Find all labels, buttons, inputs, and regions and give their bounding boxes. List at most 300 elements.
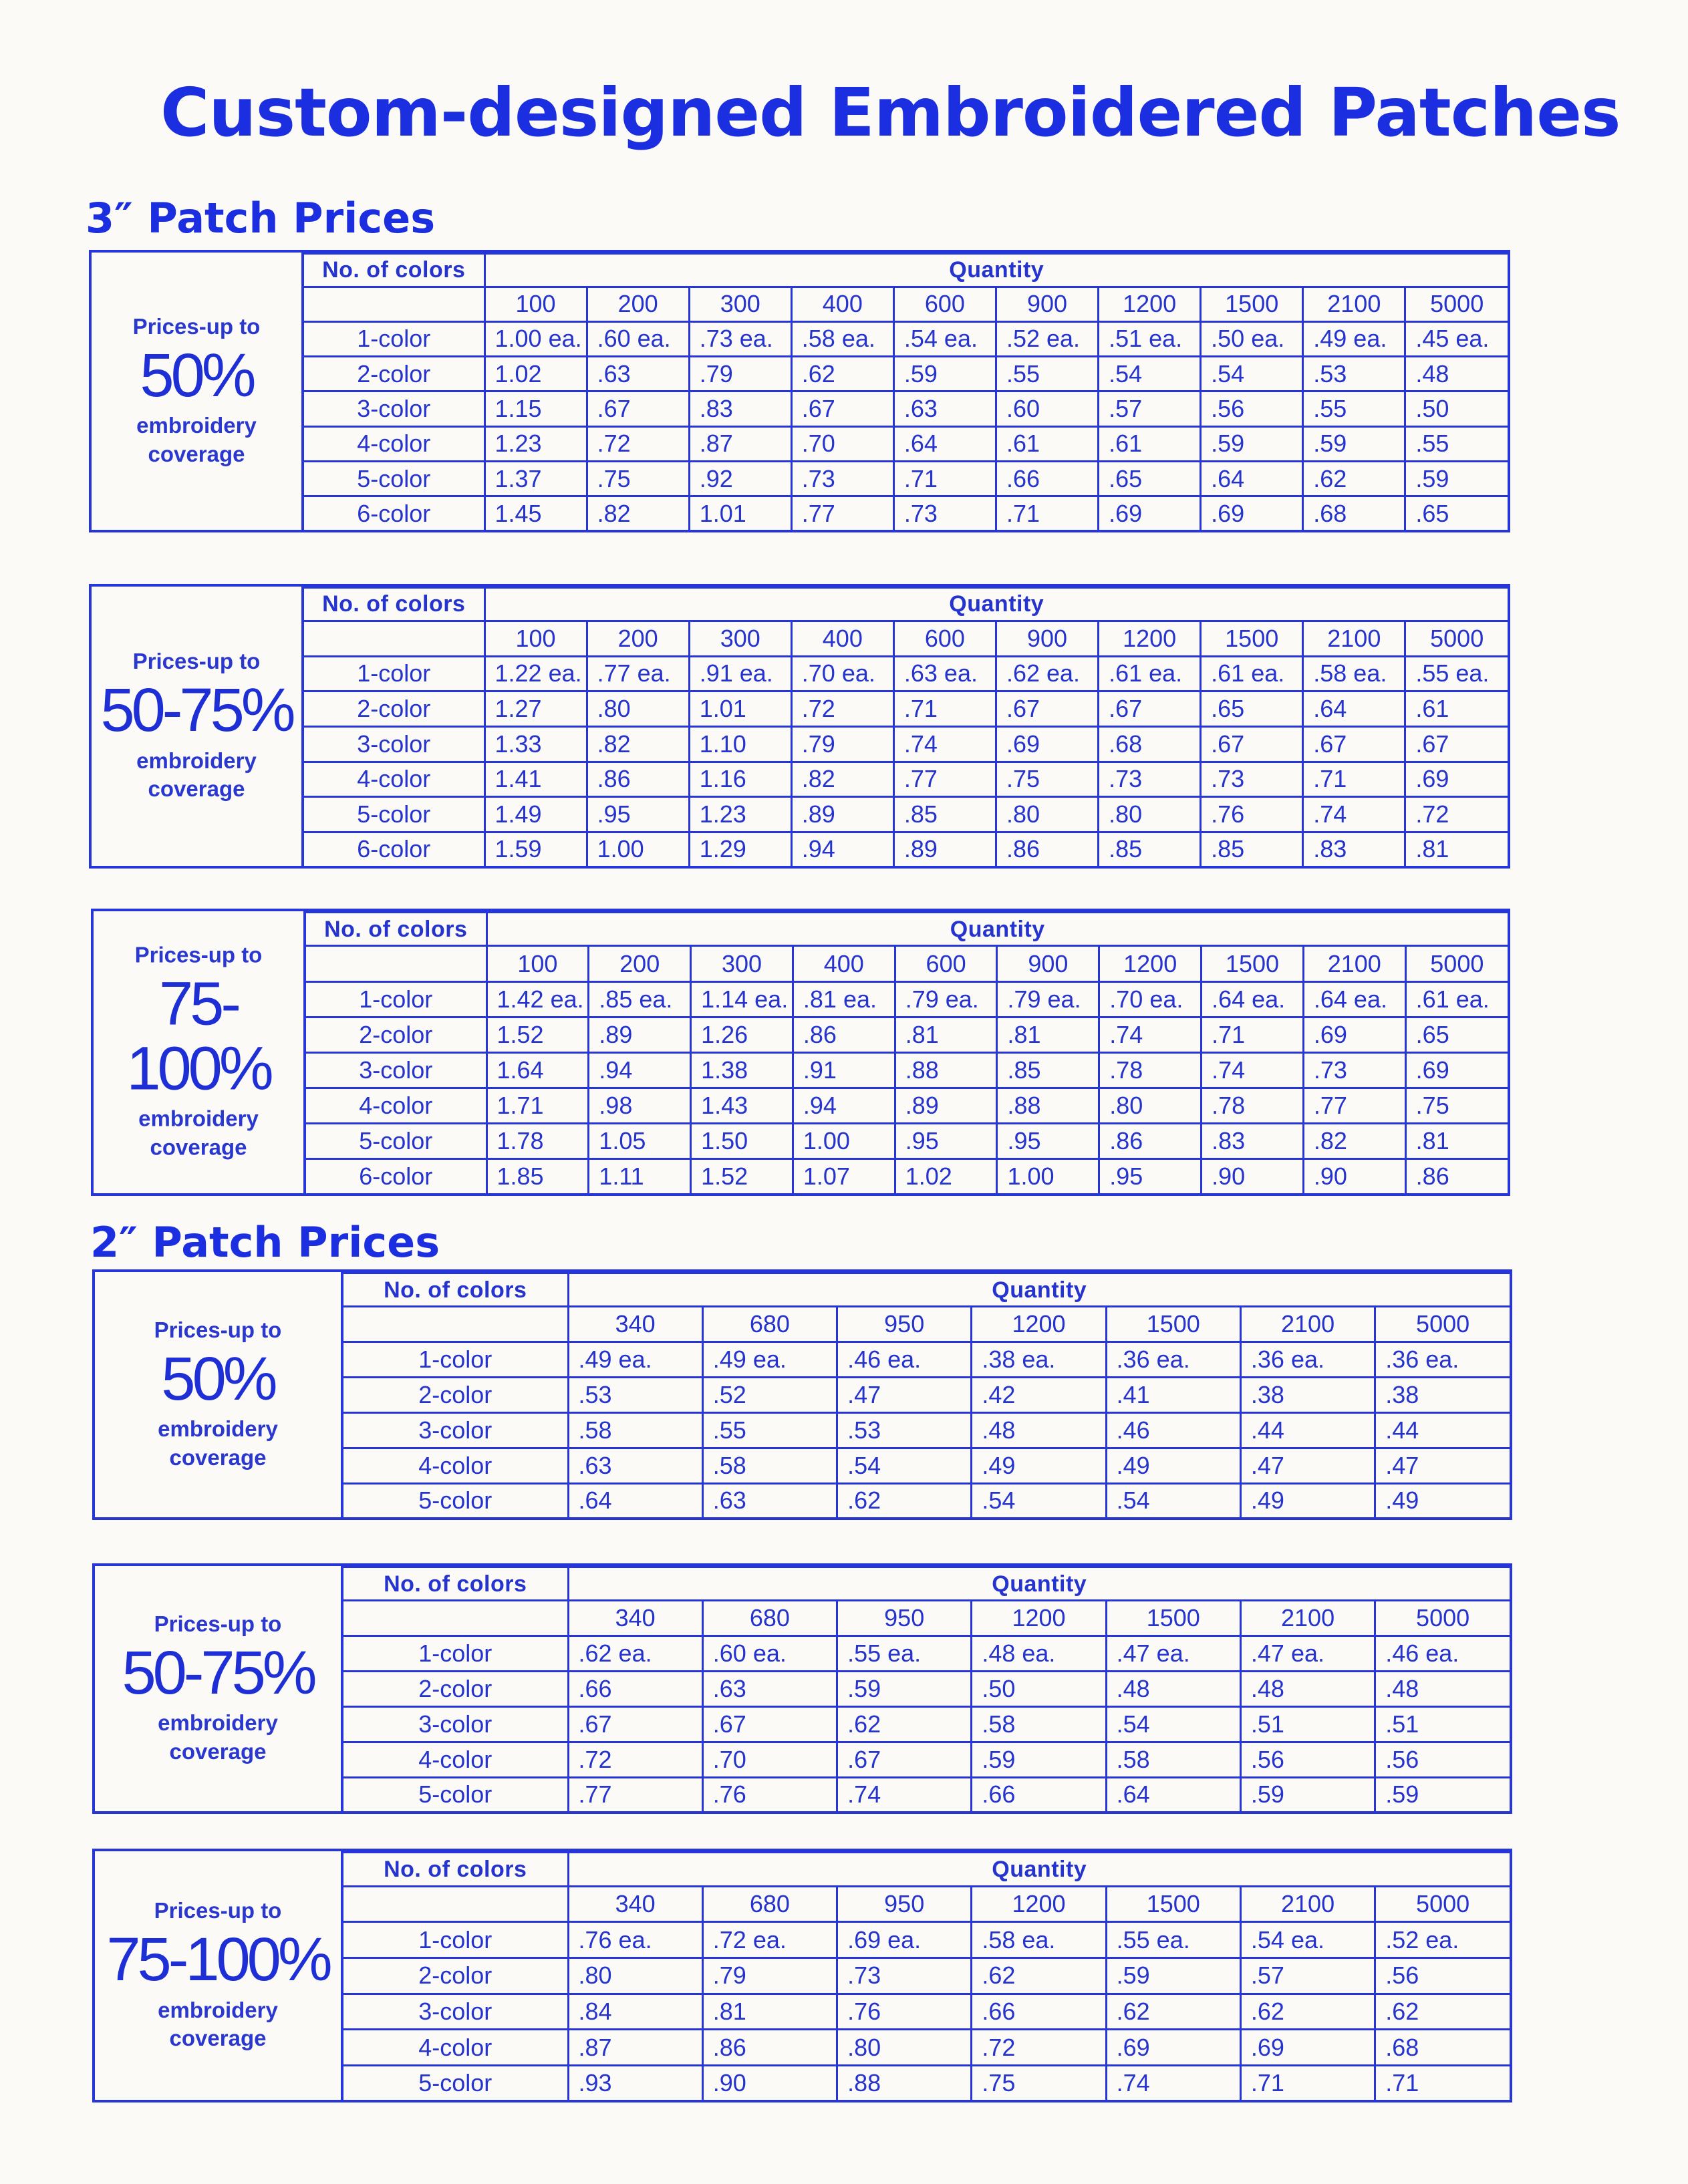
quantity-cell: 2100 xyxy=(1240,1307,1375,1342)
price-cell: .59 xyxy=(893,357,996,392)
price-cell: .94 xyxy=(589,1052,691,1088)
price-cell: .59 xyxy=(1405,461,1508,496)
price-cell: .62 xyxy=(837,1706,972,1742)
price-cell: .87 xyxy=(689,426,791,461)
header-row xyxy=(304,254,1508,287)
price-cell: .54 xyxy=(972,1483,1106,1517)
table-row xyxy=(304,426,1508,461)
color-count-cell: 5-color xyxy=(343,2065,568,2100)
quantity-cell: 1200 xyxy=(972,1886,1106,1922)
price-cell: .67 xyxy=(568,1706,702,1742)
price-cell: .61 ea. xyxy=(1201,656,1303,691)
price-cell: .71 xyxy=(996,496,1098,530)
price-cell: .71 xyxy=(1240,2065,1375,2100)
coverage-percent: 50-75% xyxy=(100,675,293,744)
price-cell: .61 xyxy=(1405,691,1508,727)
price-cell: .59 xyxy=(837,1671,972,1706)
price-cell: .86 xyxy=(793,1017,895,1052)
price-cell: .67 xyxy=(1099,691,1201,727)
price-cell: .67 xyxy=(996,691,1098,727)
price-cell: .68 xyxy=(1099,726,1201,762)
price-cell: .85 xyxy=(1201,832,1303,866)
quantity-cell: 1200 xyxy=(1099,946,1202,981)
price-cell: .74 xyxy=(1106,2065,1240,2100)
coverage-label xyxy=(92,313,301,468)
page-title: Custom-designed Embroidered Patches xyxy=(160,73,1621,152)
price-cell: .47 xyxy=(837,1377,972,1412)
table-row xyxy=(306,981,1508,1017)
quantity-cell: 600 xyxy=(895,946,997,981)
color-count-cell: 2-color xyxy=(304,691,484,727)
price-cell: .60 xyxy=(996,392,1098,426)
prices-up-to-label: Prices-up to xyxy=(132,648,261,673)
price-cell: .88 xyxy=(837,2065,972,2100)
color-count-cell: 5-color xyxy=(304,797,484,832)
quantity-cell: 300 xyxy=(689,621,791,656)
coverage-percent: 75-100% xyxy=(126,969,271,1103)
prices-up-to-label: Prices-up to xyxy=(132,313,261,339)
price-cell: .41 xyxy=(1106,1377,1240,1412)
color-count-cell: 3-color xyxy=(343,1412,568,1448)
table-row xyxy=(306,1017,1508,1052)
color-count-cell: 3-color xyxy=(304,726,484,762)
price-cell: .67 xyxy=(587,392,689,426)
price-cell: .74 xyxy=(1303,797,1405,832)
price-cell: .67 xyxy=(702,1706,837,1742)
color-count-cell: 1-color xyxy=(306,981,486,1017)
coverage-percent: 50% xyxy=(161,1344,275,1413)
table-row xyxy=(343,1448,1510,1483)
price-cell: .74 xyxy=(893,726,996,762)
price-cell: .79 ea. xyxy=(895,981,997,1017)
price-cell: .48 xyxy=(972,1412,1106,1448)
table-row xyxy=(343,1636,1510,1672)
quantity-cell: 400 xyxy=(793,946,895,981)
price-cell: .74 xyxy=(1099,1017,1202,1052)
table-row xyxy=(304,321,1508,356)
price-cell: .54 xyxy=(1106,1706,1240,1742)
price-cell: .62 xyxy=(1240,1994,1375,2030)
price-cell: .85 xyxy=(997,1052,1099,1088)
table-row xyxy=(304,656,1508,691)
price-cell: 1.23 xyxy=(484,426,587,461)
price-cell: 1.14 ea. xyxy=(691,981,793,1017)
table-row xyxy=(304,357,1508,392)
price-cell: .78 xyxy=(1202,1088,1304,1124)
table-row xyxy=(343,1706,1510,1742)
blank-cell xyxy=(304,287,484,321)
price-cell: .71 xyxy=(893,461,996,496)
price-cell: .89 xyxy=(893,832,996,866)
price-cell: .62 xyxy=(1106,1994,1240,2030)
price-cell: .49 ea. xyxy=(702,1342,837,1378)
price-cell: .56 xyxy=(1375,1742,1510,1777)
price-cell: .81 xyxy=(702,1994,837,2030)
quantity-cell: 100 xyxy=(484,287,587,321)
no-of-colors-header: No. of colors xyxy=(343,1853,568,1887)
price-cell: .51 xyxy=(1240,1706,1375,1742)
price-cell: .49 xyxy=(1106,1448,1240,1483)
price-cell: .95 xyxy=(895,1124,997,1159)
table-row xyxy=(343,1671,1510,1706)
price-cell: .94 xyxy=(791,832,893,866)
color-count-cell: 5-color xyxy=(304,461,484,496)
price-cell: .80 xyxy=(587,691,689,727)
price-cell: 1.10 xyxy=(689,726,791,762)
quantity-header: Quantity xyxy=(568,1853,1510,1887)
price-cell: 1.00 ea. xyxy=(484,321,587,356)
table-row xyxy=(306,1124,1508,1159)
price-cell: .85 xyxy=(893,797,996,832)
price-cell: .50 xyxy=(972,1671,1106,1706)
price-table-2in-50-75 xyxy=(92,1563,1512,1814)
price-cell: .88 xyxy=(997,1088,1099,1124)
price-cell: .86 xyxy=(587,762,689,797)
coverage-percent: 50-75% xyxy=(122,1638,314,1707)
price-cell: .94 xyxy=(793,1088,895,1124)
quantity-cell: 2100 xyxy=(1303,287,1405,321)
price-cell: .89 xyxy=(791,797,893,832)
price-cell: 1.52 xyxy=(486,1017,589,1052)
price-cell: .55 xyxy=(1405,426,1508,461)
quantity-cell: 680 xyxy=(702,1307,837,1342)
coverage-label xyxy=(95,1611,341,1766)
price-cell: .66 xyxy=(996,461,1098,496)
quantity-cell: 2100 xyxy=(1240,1886,1375,1922)
price-cell: .73 xyxy=(1303,1052,1405,1088)
section-heading-3in: 3″ Patch Prices xyxy=(86,194,436,243)
quantity-cell: 300 xyxy=(689,287,791,321)
price-cell: .54 ea. xyxy=(1240,1922,1375,1958)
price-cell: .67 xyxy=(1303,726,1405,762)
price-cell: .69 xyxy=(1106,2030,1240,2066)
price-cell: .80 xyxy=(837,2030,972,2066)
price-cell: .66 xyxy=(972,1994,1106,2030)
price-cell: .58 xyxy=(702,1448,837,1483)
price-cell: .73 xyxy=(1099,762,1201,797)
price-cell: .57 xyxy=(1240,1958,1375,1994)
quantity-row xyxy=(304,287,1508,321)
quantity-cell: 600 xyxy=(893,287,996,321)
table-row xyxy=(343,1742,1510,1777)
quantity-cell: 340 xyxy=(568,1601,702,1636)
price-cell: .82 xyxy=(587,496,689,530)
coverage-percent: 75-100% xyxy=(106,1925,329,1994)
price-cell: .55 ea. xyxy=(837,1636,972,1672)
prices-up-to-label: Prices-up to xyxy=(154,1317,282,1342)
coverage-label-panel xyxy=(95,1851,343,2100)
quantity-cell: 900 xyxy=(996,621,1098,656)
price-cell: .54 xyxy=(1106,1483,1240,1517)
price-cell: .46 ea. xyxy=(1375,1636,1510,1672)
price-cell: .57 xyxy=(1099,392,1201,426)
table-row xyxy=(343,1777,1510,1811)
price-cell: .72 xyxy=(791,691,893,727)
price-cell: .59 xyxy=(1240,1777,1375,1811)
price-cell: 1.29 xyxy=(689,832,791,866)
price-cell: .48 ea. xyxy=(972,1636,1106,1672)
no-of-colors-header: No. of colors xyxy=(304,588,484,621)
price-cell: 1.38 xyxy=(691,1052,793,1088)
price-cell: .81 xyxy=(895,1017,997,1052)
color-count-cell: 4-color xyxy=(343,2030,568,2066)
color-count-cell: 6-color xyxy=(304,832,484,866)
price-cell: .61 xyxy=(996,426,1098,461)
price-cell: .55 ea. xyxy=(1106,1922,1240,1958)
quantity-row xyxy=(343,1886,1510,1922)
price-cell: .58 xyxy=(1106,1742,1240,1777)
price-cell: .64 xyxy=(1201,461,1303,496)
table-row xyxy=(304,496,1508,530)
section-heading-2in: 2″ Patch Prices xyxy=(90,1218,440,1267)
coverage-label xyxy=(95,1317,341,1472)
price-cell: .54 xyxy=(1099,357,1201,392)
price-cell: 1.85 xyxy=(486,1159,589,1193)
quantity-row xyxy=(304,621,1508,656)
price-cell: .69 xyxy=(1099,496,1201,530)
price-cell: 1.64 xyxy=(486,1052,589,1088)
price-cell: .62 ea. xyxy=(996,656,1098,691)
prices-up-to-label: Prices-up to xyxy=(154,1611,282,1636)
price-cell: 1.52 xyxy=(691,1159,793,1193)
price-cell: .70 ea. xyxy=(1099,981,1202,1017)
price-cell: .48 xyxy=(1106,1671,1240,1706)
price-cell: .65 xyxy=(1405,1017,1508,1052)
price-cell: .81 ea. xyxy=(793,981,895,1017)
price-cell: .46 xyxy=(1106,1412,1240,1448)
price-cell: .47 xyxy=(1240,1448,1375,1483)
quantity-cell: 1500 xyxy=(1201,287,1303,321)
price-cell: .69 xyxy=(1405,762,1508,797)
price-cell: .98 xyxy=(589,1088,691,1124)
quantity-cell: 5000 xyxy=(1405,287,1508,321)
price-cell: .59 xyxy=(972,1742,1106,1777)
price-cell: .53 xyxy=(837,1412,972,1448)
table-row xyxy=(304,762,1508,797)
embroidery-coverage-label: embroidery coverage xyxy=(158,1416,278,1470)
price-grid-table xyxy=(304,253,1508,530)
price-cell: .86 xyxy=(996,832,1098,866)
coverage-label xyxy=(94,943,303,1162)
quantity-row xyxy=(306,946,1508,981)
coverage-label-panel xyxy=(94,911,306,1193)
color-count-cell: 4-color xyxy=(343,1448,568,1483)
price-cell: .38 xyxy=(1240,1377,1375,1412)
embroidery-coverage-label: embroidery coverage xyxy=(158,1710,278,1764)
price-cell: .86 xyxy=(1099,1124,1202,1159)
price-cell: .76 xyxy=(1201,797,1303,832)
quantity-cell: 200 xyxy=(589,946,691,981)
price-cell: .63 xyxy=(893,392,996,426)
quantity-cell: 5000 xyxy=(1375,1886,1510,1922)
price-cell: .54 xyxy=(1201,357,1303,392)
price-cell: .75 xyxy=(972,2065,1106,2100)
color-count-cell: 2-color xyxy=(343,1377,568,1412)
color-count-cell: 2-color xyxy=(306,1017,486,1052)
price-cell: .56 xyxy=(1201,392,1303,426)
price-cell: .67 xyxy=(1405,726,1508,762)
coverage-label-panel xyxy=(95,1272,343,1517)
quantity-cell: 5000 xyxy=(1405,946,1508,981)
price-cell: .44 xyxy=(1375,1412,1510,1448)
price-cell: .90 xyxy=(702,2065,837,2100)
price-cell: .67 xyxy=(791,392,893,426)
price-cell: 1.23 xyxy=(689,797,791,832)
price-cell: 1.01 xyxy=(689,691,791,727)
price-cell: 1.02 xyxy=(895,1159,997,1193)
price-cell: .53 xyxy=(568,1377,702,1412)
price-cell: 1.42 ea. xyxy=(486,981,589,1017)
price-cell: .46 ea. xyxy=(837,1342,972,1378)
price-grid xyxy=(343,1272,1510,1517)
price-cell: .77 xyxy=(893,762,996,797)
embroidery-coverage-label: embroidery coverage xyxy=(138,1106,259,1160)
price-cell: 1.22 ea. xyxy=(484,656,587,691)
price-cell: .62 xyxy=(837,1483,972,1517)
price-cell: .88 xyxy=(895,1052,997,1088)
price-cell: .55 xyxy=(1303,392,1405,426)
price-cell: .76 xyxy=(837,1994,972,2030)
price-cell: .69 xyxy=(1201,496,1303,530)
price-cell: .72 xyxy=(587,426,689,461)
prices-up-to-label: Prices-up to xyxy=(134,942,263,967)
price-cell: .65 xyxy=(1201,691,1303,727)
price-cell: .79 xyxy=(702,1958,837,1994)
price-cell: .71 xyxy=(1202,1017,1304,1052)
price-cell: .89 xyxy=(589,1017,691,1052)
price-cell: .79 xyxy=(791,726,893,762)
price-cell: .90 xyxy=(1303,1159,1405,1193)
price-table-2in-75-100 xyxy=(92,1849,1512,2102)
quantity-cell: 1200 xyxy=(1099,287,1201,321)
price-cell: .73 ea. xyxy=(689,321,791,356)
color-count-cell: 1-color xyxy=(304,321,484,356)
price-cell: 1.00 xyxy=(997,1159,1099,1193)
price-cell: 1.37 xyxy=(484,461,587,496)
price-cell: 1.33 xyxy=(484,726,587,762)
quantity-cell: 600 xyxy=(893,621,996,656)
price-cell: .69 xyxy=(996,726,1098,762)
price-cell: .45 ea. xyxy=(1405,321,1508,356)
table-row xyxy=(304,832,1508,866)
blank-cell xyxy=(304,621,484,656)
price-cell: .83 xyxy=(689,392,791,426)
quantity-cell: 680 xyxy=(702,1601,837,1636)
price-cell: .85 xyxy=(1099,832,1201,866)
header-row xyxy=(343,1273,1510,1307)
quantity-cell: 950 xyxy=(837,1307,972,1342)
price-cell: .63 xyxy=(587,357,689,392)
price-cell: .51 xyxy=(1375,1706,1510,1742)
price-cell: .58 xyxy=(972,1706,1106,1742)
no-of-colors-header: No. of colors xyxy=(304,254,484,287)
price-cell: .91 ea. xyxy=(689,656,791,691)
table-row xyxy=(306,1088,1508,1124)
price-cell: .67 xyxy=(1201,726,1303,762)
price-cell: .76 xyxy=(702,1777,837,1811)
price-cell: .66 xyxy=(568,1671,702,1706)
header-row xyxy=(304,588,1508,621)
quantity-cell: 1500 xyxy=(1106,1886,1240,1922)
table-row xyxy=(343,1922,1510,1958)
table-row xyxy=(343,1483,1510,1517)
price-cell: .56 xyxy=(1375,1958,1510,1994)
quantity-cell: 5000 xyxy=(1375,1601,1510,1636)
color-count-cell: 2-color xyxy=(343,1958,568,1994)
price-cell: .75 xyxy=(996,762,1098,797)
price-cell: .49 xyxy=(1375,1483,1510,1517)
price-cell: .69 ea. xyxy=(837,1922,972,1958)
price-cell: .55 xyxy=(702,1412,837,1448)
price-cell: .68 xyxy=(1375,2030,1510,2066)
price-cell: .47 xyxy=(1375,1448,1510,1483)
price-cell: .86 xyxy=(1405,1159,1508,1193)
quantity-row xyxy=(343,1307,1510,1342)
color-count-cell: 3-color xyxy=(343,1994,568,2030)
price-cell: .65 xyxy=(1405,496,1508,530)
price-cell: .64 ea. xyxy=(1303,981,1405,1017)
quantity-cell: 400 xyxy=(791,287,893,321)
price-cell: .59 xyxy=(1375,1777,1510,1811)
no-of-colors-header: No. of colors xyxy=(306,913,486,946)
quantity-cell: 340 xyxy=(568,1307,702,1342)
price-cell: .66 xyxy=(972,1777,1106,1811)
blank-cell xyxy=(343,1307,568,1342)
quantity-cell: 1200 xyxy=(1099,621,1201,656)
table-row xyxy=(343,2065,1510,2100)
price-cell: .72 xyxy=(972,2030,1106,2066)
quantity-header: Quantity xyxy=(568,1567,1510,1601)
table-row xyxy=(343,1412,1510,1448)
price-cell: .36 ea. xyxy=(1375,1342,1510,1378)
price-cell: .63 xyxy=(702,1671,837,1706)
price-cell: .80 xyxy=(1099,797,1201,832)
price-cell: 1.59 xyxy=(484,832,587,866)
price-cell: 1.05 xyxy=(589,1124,691,1159)
price-cell: .73 xyxy=(893,496,996,530)
price-cell: 1.26 xyxy=(691,1017,793,1052)
price-cell: .75 xyxy=(587,461,689,496)
price-cell: .54 xyxy=(837,1448,972,1483)
price-cell: 1.15 xyxy=(484,392,587,426)
price-grid-table xyxy=(343,1272,1510,1517)
price-table-3in-75-100 xyxy=(91,909,1510,1196)
table-row xyxy=(343,1958,1510,1994)
price-cell: .44 xyxy=(1240,1412,1375,1448)
color-count-cell: 1-color xyxy=(343,1636,568,1672)
quantity-cell: 950 xyxy=(837,1886,972,1922)
price-cell: .64 xyxy=(1106,1777,1240,1811)
price-cell: .85 ea. xyxy=(589,981,691,1017)
price-cell: .58 xyxy=(568,1412,702,1448)
price-cell: .51 ea. xyxy=(1099,321,1201,356)
price-cell: .62 ea. xyxy=(568,1636,702,1672)
blank-cell xyxy=(343,1601,568,1636)
price-cell: 1.11 xyxy=(589,1159,691,1193)
table-row xyxy=(304,691,1508,727)
quantity-cell: 900 xyxy=(997,946,1099,981)
price-cell: 1.01 xyxy=(689,496,791,530)
price-cell: .58 ea. xyxy=(791,321,893,356)
price-cell: .70 xyxy=(702,1742,837,1777)
price-grid xyxy=(343,1851,1510,2100)
price-cell: .54 ea. xyxy=(893,321,996,356)
price-cell: .79 xyxy=(689,357,791,392)
price-cell: .95 xyxy=(1099,1159,1202,1193)
header-row xyxy=(306,913,1508,946)
color-count-cell: 1-color xyxy=(343,1922,568,1958)
no-of-colors-header: No. of colors xyxy=(343,1273,568,1307)
